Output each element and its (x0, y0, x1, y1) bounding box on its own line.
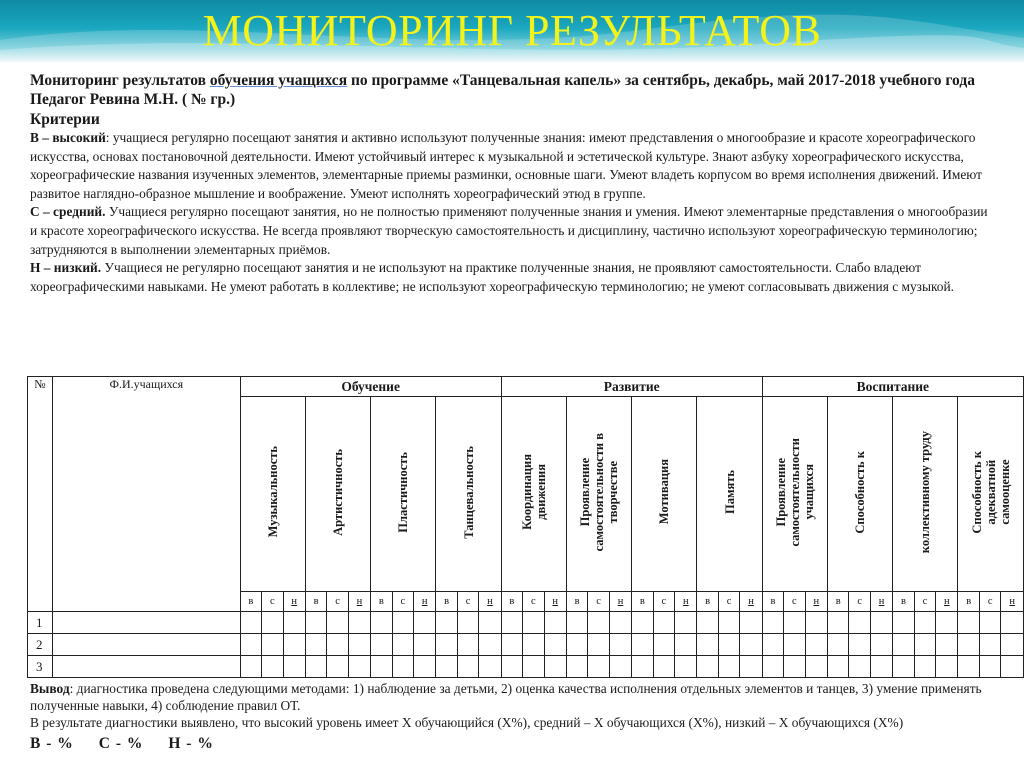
score-cell[interactable] (305, 656, 326, 678)
score-cell[interactable] (632, 656, 653, 678)
student-name-cell[interactable] (52, 634, 240, 656)
score-cell[interactable] (675, 612, 697, 634)
conclusion-result: В результате диагностики выявлено, что высокий уровень имеет Х обучающийся (Х%), средний – Х обучающихся (Х%), низкий – Х обучающихся (Х%) (30, 715, 904, 730)
score-cell[interactable] (327, 612, 348, 634)
score-cell[interactable] (588, 612, 609, 634)
score-cell[interactable] (305, 634, 326, 656)
slide-title: МОНИТОРИНГ РЕЗУЛЬТАТОВ (202, 6, 822, 55)
score-cell[interactable] (718, 634, 739, 656)
criterion-header-label: Музыкальность (265, 446, 280, 538)
score-cell[interactable] (762, 612, 783, 634)
score-cell[interactable] (653, 612, 674, 634)
score-cell[interactable] (653, 634, 674, 656)
score-cell[interactable] (936, 656, 958, 678)
score-cell[interactable] (718, 656, 739, 678)
criterion-header (762, 397, 827, 592)
score-cell[interactable] (283, 656, 305, 678)
col-header-name: Ф.И.учащихся (52, 377, 240, 612)
score-cell[interactable] (523, 656, 544, 678)
score-cell[interactable] (849, 634, 870, 656)
score-cell[interactable] (240, 612, 261, 634)
percent-low: Н - % (168, 735, 213, 752)
level-header: в (240, 592, 261, 612)
heading-underlined: обучения учащихся (209, 72, 348, 89)
criterion-high-text: : учащиеся регулярно посещают занятия и активно используют полученные знания: имеют представления о многообразие и красоте хореографического искусства, основах постановочной деятельности. Имеют устойчивый интерес к музыкальной и эстетической культуре. Знают азбуку хореографического искусства, хореографические названия изученных элементов, элементарные приемы разминки, основные шаги. Умеют владеть корпусом во время исполнения движений. Имеют развитое наглядно-образное мышление и воображение. Умеют исполнять хореографический этюд в группе. (30, 130, 982, 201)
score-cell[interactable] (805, 634, 827, 656)
level-header: н (283, 592, 305, 612)
score-cell[interactable] (371, 656, 392, 678)
score-cell[interactable] (305, 612, 326, 634)
heading-part-2: по программе «Танцевальная капель» за сентябрь, декабрь, май 2017-2018 учебного года (347, 72, 975, 89)
criterion-header (305, 397, 370, 592)
heading-part-1: Мониторинг результатов (30, 72, 210, 89)
score-cell[interactable] (371, 612, 392, 634)
criterion-header-label: Проявление самостоятельности учащихся (773, 437, 816, 547)
criterion-header (436, 397, 501, 592)
score-cell[interactable] (936, 634, 958, 656)
group-header-development: Развитие (501, 377, 762, 397)
score-cell[interactable] (283, 612, 305, 634)
percent-summary (30, 735, 239, 753)
criterion-header (632, 397, 697, 592)
score-cell[interactable] (936, 612, 958, 634)
level-header: н (609, 592, 631, 612)
score-cell[interactable] (805, 656, 827, 678)
score-cell[interactable] (1001, 612, 1024, 634)
score-cell[interactable] (262, 612, 283, 634)
score-cell[interactable] (479, 656, 501, 678)
score-cell[interactable] (566, 656, 587, 678)
score-cell[interactable] (609, 656, 631, 678)
level-header: с (718, 592, 739, 612)
score-cell[interactable] (827, 612, 848, 634)
score-cell[interactable] (849, 656, 870, 678)
level-header: в (305, 592, 326, 612)
score-cell[interactable] (893, 634, 914, 656)
score-cell[interactable] (501, 656, 522, 678)
level-header: в (827, 592, 848, 612)
score-cell[interactable] (914, 634, 935, 656)
level-header: в (893, 592, 914, 612)
level-header: н (936, 592, 958, 612)
score-cell[interactable] (979, 656, 1000, 678)
level-header: с (979, 592, 1000, 612)
criterion-header (501, 397, 566, 592)
criterion-header-label: Мотивация (657, 459, 672, 525)
score-cell[interactable] (523, 612, 544, 634)
col-header-number: № (28, 377, 53, 612)
criterion-header-label: Пластичность (396, 451, 411, 533)
score-cell[interactable] (457, 656, 478, 678)
conclusion-text: : диагностика проведена следующими методами: 1) наблюдение за детьми, 2) оценка качества исполнения отдельных элементов и танцев, 3) умение применять полученные навыки, 4) соблюдение правил ОТ. (30, 681, 982, 713)
score-cell[interactable] (979, 612, 1000, 634)
score-cell[interactable] (958, 612, 979, 634)
score-cell[interactable] (1001, 634, 1024, 656)
score-cell[interactable] (762, 634, 783, 656)
row-number: 1 (28, 612, 53, 634)
score-cell[interactable] (588, 634, 609, 656)
criterion-header (893, 397, 958, 592)
level-header: в (436, 592, 457, 612)
score-cell[interactable] (827, 634, 848, 656)
conclusion (30, 680, 990, 731)
score-cell[interactable] (870, 612, 892, 634)
level-header: в (501, 592, 522, 612)
criterion-low-label: Н – низкий. (30, 260, 102, 276)
level-header: н (544, 592, 566, 612)
criterion-header (827, 397, 892, 592)
score-cell[interactable] (436, 612, 457, 634)
criterion-header-label: Проявление самостоятельности в творчестве (578, 432, 621, 552)
criterion-header-label: коллективному труду (918, 430, 933, 554)
score-cell[interactable] (740, 612, 762, 634)
level-header: в (632, 592, 653, 612)
score-cell[interactable] (827, 656, 848, 678)
criterion-mid (30, 203, 990, 259)
score-cell[interactable] (609, 612, 631, 634)
score-cell[interactable] (414, 612, 436, 634)
score-cell[interactable] (914, 656, 935, 678)
row-number: 2 (28, 634, 53, 656)
level-header: с (327, 592, 348, 612)
level-header: в (371, 592, 392, 612)
criterion-header (371, 397, 436, 592)
score-cell[interactable] (327, 634, 348, 656)
level-header: с (262, 592, 283, 612)
document-heading (30, 72, 990, 90)
criterion-header (958, 397, 1024, 592)
student-name-cell[interactable] (52, 656, 240, 678)
criterion-high (30, 129, 990, 203)
score-cell[interactable] (501, 612, 522, 634)
percent-mid: С - % (98, 735, 143, 752)
level-header: н (348, 592, 370, 612)
criterion-header-label: Танцевальность (461, 445, 476, 539)
criterion-header (566, 397, 631, 592)
level-header: с (392, 592, 413, 612)
criterion-low (30, 259, 990, 296)
group-header-upbringing: Воспитание (762, 377, 1023, 397)
level-header: с (457, 592, 478, 612)
level-header: с (849, 592, 870, 612)
criteria-title: Критерии (30, 111, 100, 128)
score-cell[interactable] (479, 612, 501, 634)
conclusion-label: Вывод (30, 681, 70, 696)
teacher-line: Педагог Ревина М.Н. ( № гр.) (30, 91, 236, 108)
score-cell[interactable] (523, 634, 544, 656)
document-body (30, 72, 990, 296)
level-header: с (523, 592, 544, 612)
criterion-header (240, 397, 305, 592)
level-header: в (566, 592, 587, 612)
level-header: н (870, 592, 892, 612)
score-cell[interactable] (784, 612, 805, 634)
table-row (28, 656, 1024, 678)
score-cell[interactable] (240, 634, 261, 656)
score-cell[interactable] (718, 612, 739, 634)
conclusion-methods (30, 680, 990, 714)
score-cell[interactable] (1001, 656, 1024, 678)
criterion-header-label: Координация движения (519, 454, 548, 530)
level-header: н (805, 592, 827, 612)
level-header: н (675, 592, 697, 612)
score-cell[interactable] (544, 656, 566, 678)
score-cell[interactable] (457, 612, 478, 634)
score-cell[interactable] (414, 656, 436, 678)
score-cell[interactable] (632, 612, 653, 634)
monitoring-table (27, 376, 1024, 678)
score-cell[interactable] (566, 612, 587, 634)
score-cell[interactable] (805, 612, 827, 634)
score-cell[interactable] (740, 634, 762, 656)
criterion-header-label: Способность к (853, 450, 868, 534)
row-number: 3 (28, 656, 53, 678)
score-cell[interactable] (348, 656, 370, 678)
score-cell[interactable] (479, 634, 501, 656)
score-cell[interactable] (784, 634, 805, 656)
score-cell[interactable] (979, 634, 1000, 656)
level-header: с (653, 592, 674, 612)
score-cell[interactable] (436, 656, 457, 678)
score-cell[interactable] (784, 656, 805, 678)
score-cell[interactable] (958, 634, 979, 656)
score-cell[interactable] (609, 634, 631, 656)
score-cell[interactable] (392, 612, 413, 634)
score-cell[interactable] (371, 634, 392, 656)
score-cell[interactable] (697, 634, 718, 656)
score-cell[interactable] (240, 656, 261, 678)
level-header: н (1001, 592, 1024, 612)
score-cell[interactable] (958, 656, 979, 678)
level-header: с (784, 592, 805, 612)
score-cell[interactable] (849, 612, 870, 634)
score-cell[interactable] (544, 634, 566, 656)
table-row (28, 634, 1024, 656)
level-header: н (479, 592, 501, 612)
score-cell[interactable] (392, 656, 413, 678)
score-cell[interactable] (588, 656, 609, 678)
score-cell[interactable] (457, 634, 478, 656)
level-header: в (958, 592, 979, 612)
level-header: с (914, 592, 935, 612)
criterion-high-label: В – высокий (30, 130, 106, 145)
score-cell[interactable] (501, 634, 522, 656)
score-cell[interactable] (262, 656, 283, 678)
score-cell[interactable] (675, 656, 697, 678)
criterion-header-label: Способность к адекватной самооценке (969, 450, 1012, 534)
score-cell[interactable] (348, 612, 370, 634)
score-cell[interactable] (740, 656, 762, 678)
criterion-header (697, 397, 762, 592)
criterion-header-label: Память (722, 469, 737, 514)
score-cell[interactable] (632, 634, 653, 656)
score-cell[interactable] (893, 612, 914, 634)
score-cell[interactable] (348, 634, 370, 656)
score-cell[interactable] (566, 634, 587, 656)
criterion-mid-text: Учащиеся регулярно посещают занятия, но не полностью применяют полученные знания и умения. Имеют элементарные представления о многообразии и красоте хореографического искусства. Не всегда проявляют творческую самостоятельность и дисциплину, частично используют хореографическую терминологию; затрудняются в выполнении элементарных приёмов. (30, 204, 988, 257)
score-cell[interactable] (675, 634, 697, 656)
criterion-header-label: Артистичность (331, 448, 346, 536)
score-cell[interactable] (870, 634, 892, 656)
criterion-low-text: Учащиеся не регулярно посещают занятия и не используют на практике полученные знания, не проявляют самостоятельности. Слабо владеют хореографическими навыками. Не умеют работать в коллективе; не используют хореографическую терминологию; не умеют согласовывать движения с музыкой. (30, 260, 954, 294)
group-header-learning: Обучение (240, 377, 501, 397)
level-header: с (588, 592, 609, 612)
table-row (28, 612, 1024, 634)
level-header: в (762, 592, 783, 612)
monitoring-table-wrap (27, 376, 1024, 678)
criterion-mid-label: С – средний. (30, 204, 106, 220)
score-cell[interactable] (262, 634, 283, 656)
score-cell[interactable] (327, 656, 348, 678)
score-cell[interactable] (436, 634, 457, 656)
score-cell[interactable] (697, 612, 718, 634)
score-cell[interactable] (544, 612, 566, 634)
score-cell[interactable] (283, 634, 305, 656)
score-cell[interactable] (697, 656, 718, 678)
score-cell[interactable] (653, 656, 674, 678)
score-cell[interactable] (870, 656, 892, 678)
student-name-cell[interactable] (52, 612, 240, 634)
score-cell[interactable] (893, 656, 914, 678)
percent-high: В - % (30, 735, 73, 752)
score-cell[interactable] (914, 612, 935, 634)
score-cell[interactable] (414, 634, 436, 656)
score-cell[interactable] (392, 634, 413, 656)
score-cell[interactable] (762, 656, 783, 678)
level-header: н (740, 592, 762, 612)
level-header: н (414, 592, 436, 612)
level-header: в (697, 592, 718, 612)
